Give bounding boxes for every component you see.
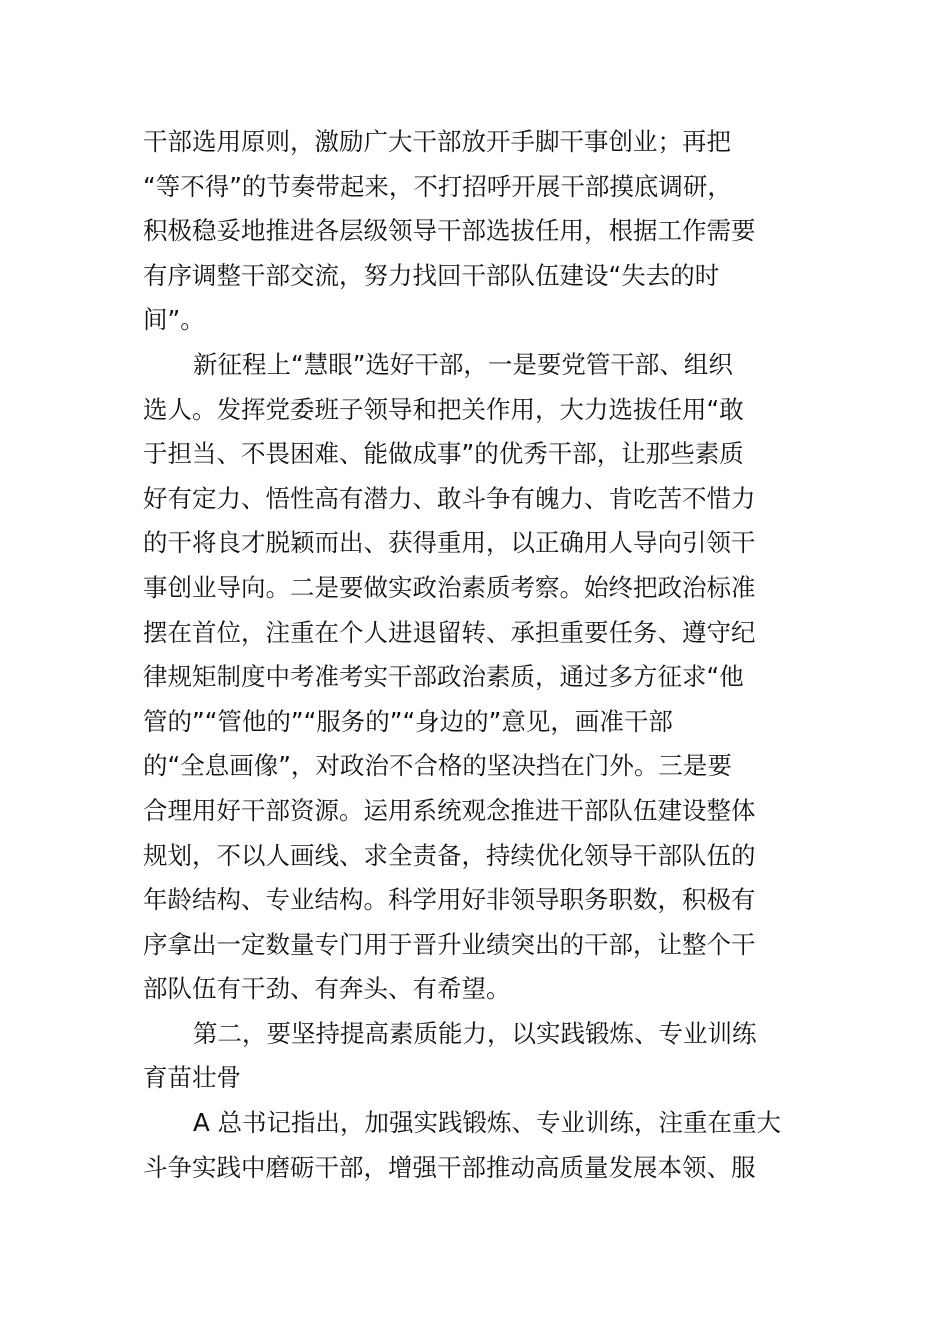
text-line: 于担当、不畏困难、能做成事”的优秀干部，让那些素质 [143, 439, 744, 469]
text-line: 部队伍有干劲、有奔头、有希望。 [143, 974, 511, 1004]
text-line: 事创业导向。二是要做实政治素质考察。始终把政治标准 [143, 572, 756, 602]
section-heading-line: 育苗壮骨 [143, 1063, 241, 1093]
text-line: 序拿出一定数量专门用于晋升业绩突出的干部，让整个干 [143, 929, 756, 959]
text-line: 规划，不以人画线、求全责备，持续优化领导干部队伍的 [143, 840, 756, 870]
text-line: 新征程上“慧眼”选好干部，一是要党管干部、组织 [193, 349, 733, 379]
section-heading-line: 第二，要坚持提高素质能力，以实践锻炼、专业训练 [193, 1018, 757, 1048]
text-line: 间”。 [143, 305, 205, 335]
text-line: A 总书记指出，加强实践锻炼、专业训练，注重在重大 [193, 1108, 782, 1138]
text-line: 的干将良才脱颖而出、获得重用，以正确用人导向引领干 [143, 528, 756, 558]
text-line: 斗争实践中磨砺干部，增强干部推动高质量发展本领、服 [143, 1152, 756, 1182]
text-line: 合理用好干部资源。运用系统观念推进干部队伍建设整体 [143, 795, 756, 825]
body-text [143, 120, 808, 1190]
text-line: 管的”“管他的”“服务的”“身边的”意见，画准干部 [143, 706, 673, 736]
text-line: 选人。发挥党委班子领导和把关作用，大力选拔任用“敢 [143, 394, 744, 424]
text-line: 年龄结构、专业结构。科学用好非领导职务职数，积极有 [143, 885, 756, 915]
text-line: 干部选用原则，激励广大干部放开手脚干事创业；再把 [143, 127, 731, 156]
text-line: “等不得”的节奏带起来，不打招呼开展干部摸底调研， [143, 171, 732, 201]
text-line: 律规矩制度中考准考实干部政治素质，通过多方征求“他 [143, 662, 744, 692]
text-line: 摆在首位，注重在个人进退留转、承担重要任务、遵守纪 [143, 617, 756, 647]
text-line: 有序调整干部交流，努力找回干部队伍建设“失去的时 [143, 260, 720, 290]
text-line: 积极稳妥地推进各层级领导干部选拔任用，根据工作需要 [143, 216, 756, 246]
text-line: 好有定力、悟性高有潜力、敢斗争有魄力、肯吃苦不惜力 [143, 483, 756, 513]
text-line: 的“全息画像”，对政治不合格的坚决挡在门外。三是要 [143, 751, 732, 781]
